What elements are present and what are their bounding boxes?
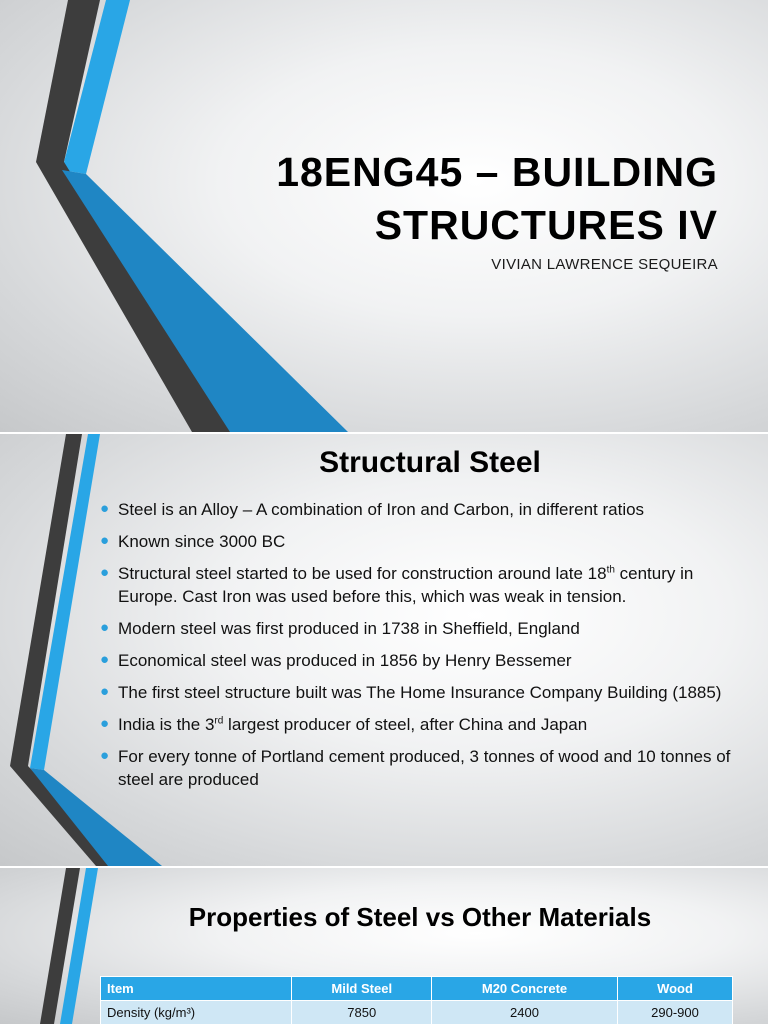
bullet-list <box>100 498 740 800</box>
properties-slide <box>0 868 768 1024</box>
presentation-title <box>276 146 718 252</box>
structural-steel-slide <box>0 434 768 866</box>
list-item: ● Modern steel was first produced in 1738 in Sheffield, England <box>100 617 740 640</box>
list-item: ● India is the 3rd largest producer of steel, after China and Japan <box>100 713 740 736</box>
list-item: ● Known since 3000 BC <box>100 530 740 553</box>
presenter-name: VIVIAN LAWRENCE SEQUEIRA <box>491 256 718 273</box>
table-row <box>101 1001 733 1024</box>
bullet-dot-icon: ● <box>100 500 110 517</box>
properties-table <box>100 976 733 1024</box>
list-item: ● Structural steel started to be used for construction around late 18th century in Europe. Cast Iron was used before this, which was weak in tension. <box>100 562 740 608</box>
list-item: ● For every tonne of Portland cement produced, 3 tonnes of wood and 10 tonnes of steel are produced <box>100 745 740 791</box>
title-slide <box>0 0 768 432</box>
title-line-2: STRUCTURES IV <box>374 202 718 248</box>
bullet-dot-icon: ● <box>100 747 110 764</box>
list-item: ● Steel is an Alloy – A combination of Iron and Carbon, in different ratios <box>100 498 740 521</box>
column-header: M20 Concrete <box>431 977 617 1001</box>
bullet-dot-icon: ● <box>100 651 110 668</box>
slide-title: Properties of Steel vs Other Materials <box>188 902 652 932</box>
bullet-dot-icon: ● <box>100 715 110 732</box>
list-item: ● Economical steel was produced in 1856 by Henry Bessemer <box>100 649 740 672</box>
table-cell: 290-900 <box>618 1001 733 1024</box>
bullet-dot-icon: ● <box>100 683 110 700</box>
bullet-dot-icon: ● <box>100 532 110 549</box>
table-cell: 7850 <box>292 1001 432 1024</box>
list-item: ● The first steel structure built was The Home Insurance Company Building (1885) <box>100 681 740 704</box>
table-cell: Density (kg/m³) <box>101 1001 292 1024</box>
bullet-dot-icon: ● <box>100 564 110 581</box>
table-cell: 2400 <box>431 1001 617 1024</box>
slide-title: Structural Steel <box>319 446 541 479</box>
column-header: Item <box>101 977 292 1001</box>
bullet-dot-icon: ● <box>100 619 110 636</box>
column-header: Wood <box>618 977 733 1001</box>
column-header: Mild Steel <box>292 977 432 1001</box>
table-header-row <box>101 977 733 1001</box>
title-line-1: 18ENG45 – BUILDING <box>276 149 718 195</box>
